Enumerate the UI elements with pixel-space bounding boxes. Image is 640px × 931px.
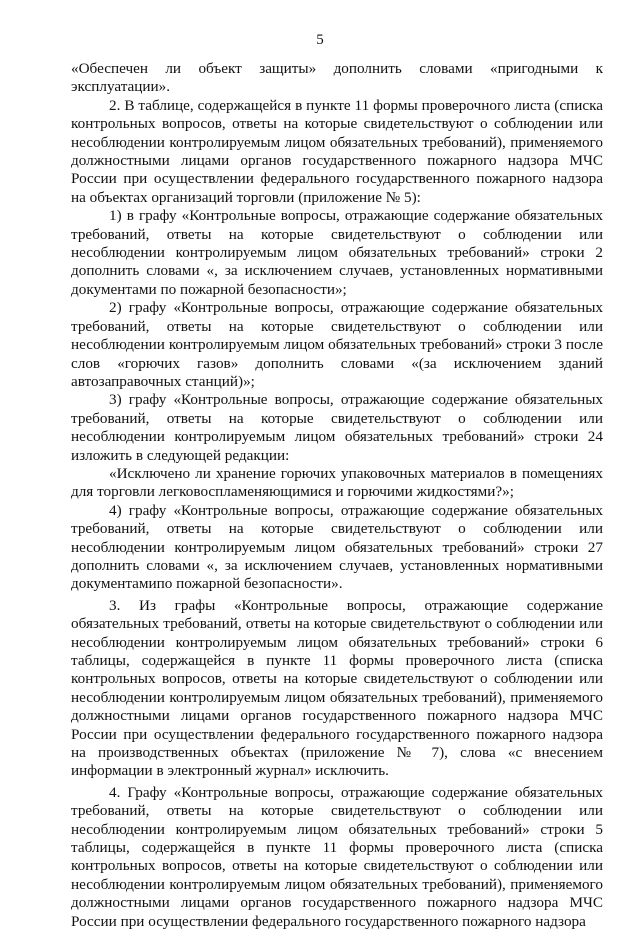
- paragraph-subitem-4: 4) графу «Контрольные вопросы, отражающие содержание обязательных требований, ответы на которые свидетельствуют о соблюдении или несоблюдении контролируемым лицом обязательных требований» строки 27 дополнить словами «, за исключением случаев, установленных нормативными документамипо пожарной безопасности».: [71, 501, 603, 593]
- paragraph-subitem-3: 3) графу «Контрольные вопросы, отражающие содержание обязательных требований, ответы на которые свидетельствуют о соблюдении или несоблюдении контролируемым лицом обязательных требований» строки 24 изложить в следующей редакции:: [71, 391, 603, 464]
- paragraph-item-2: 2. В таблице, содержащейся в пункте 11 формы проверочного листа (списка контрольных вопросов, ответы на которые свидетельствуют о соблюдении или несоблюдении контролируемым лицом обязательных требований), применяемого должностными лицами органов государственного пожарного надзора МЧС России при осуществлении федерального государственного пожарного надзора на объектах организаций торговли (приложение № 5):: [71, 96, 603, 206]
- paragraph-continuation: «Обеспечен ли объект защиты» дополнить словами «пригодными к эксплуатации».: [71, 60, 603, 96]
- paragraph-quoted-wording: «Исключено ли хранение горючих упаковочных материалов в помещениях для торговли легковоспламеняющимися и горючими жидкостями?»;: [71, 464, 603, 501]
- paragraph-item-3: 3. Из графы «Контрольные вопросы, отражающие содержание обязательных требований, ответы на которые свидетельствуют о соблюдении или несоблюдении контролируемым лицом обязательных требований» строки 6 таблицы, содержащейся в пункте 11 формы проверочного листа (списка контрольных вопросов, ответы на которые свидетельствуют о соблюдении или несоблюдении контролируемым лицом обязательных требований), применяемого должностными лицами органов государственного пожарного надзора МЧС России при осуществлении федерального государственного пожарного надзора на производственных объектах (приложение № 7), слова «с внесением информации в электронный журнал» исключить.: [71, 596, 603, 780]
- paragraph-subitem-2: 2) графу «Контрольные вопросы, отражающие содержание обязательных требований, ответы на которые свидетельствуют о соблюдении или несоблюдении контролируемым лицом обязательных требований» строки 3 после слов «горючих газов» дополнить словами «(за исключением зданий автозаправочных станций)»;: [71, 299, 603, 390]
- paragraph-item-4: 4. Графу «Контрольные вопросы, отражающие содержание обязательных требований, ответы на которые свидетельствуют о соблюдении или несоблюдении контролируемым лицом обязательных требований» строки 5 таблицы, содержащейся в пункте 11 формы проверочного листа (списка контрольных вопросов, ответы на которые свидетельствуют о соблюдении или несоблюдении контролируемым лицом обязательных требований), применяемого должностными лицами органов государственного пожарного надзора МЧС России при осуществлении федерального государственного пожарного надзора: [71, 783, 603, 930]
- paragraph-subitem-1: 1) в графу «Контрольные вопросы, отражающие содержание обязательных требований, ответы на которые свидетельствуют о соблюдении или несоблюдении контролируемым лицом обязательных требований» строки 2 дополнить словами «, за исключением случаев, установленных нормативными документами по пожарной безопасности»;: [71, 207, 603, 298]
- document-body: [71, 60, 603, 931]
- page-number: 5: [316, 32, 324, 48]
